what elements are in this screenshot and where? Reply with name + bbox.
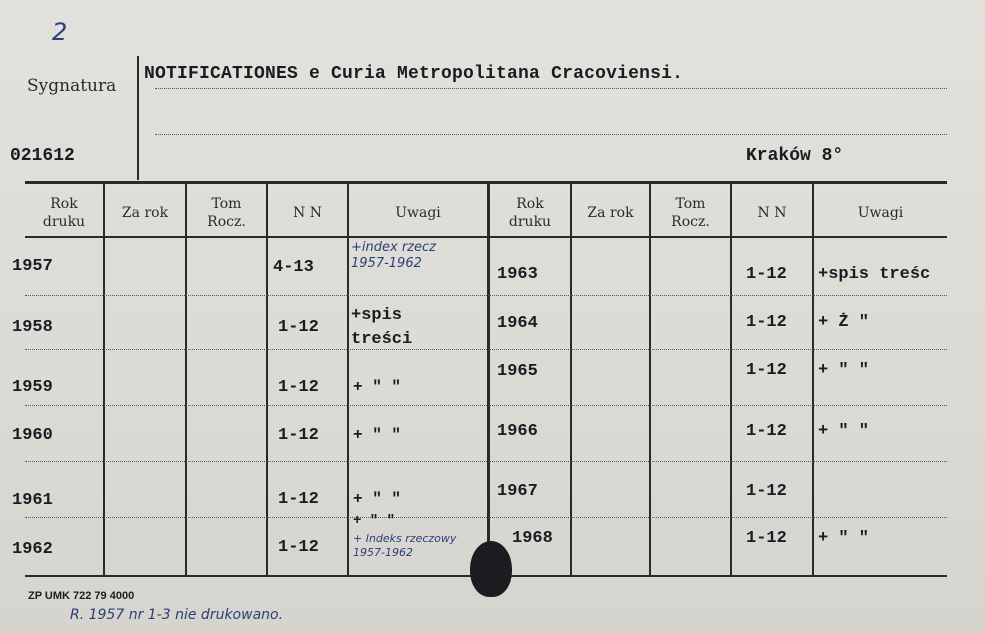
row-note: +index rzecz 1957-1962 xyxy=(351,240,436,271)
title-dotted-line-2 xyxy=(155,134,947,135)
punch-hole xyxy=(470,541,512,597)
row-nn: 1-12 xyxy=(746,422,787,441)
header-bottom-rule xyxy=(25,236,947,238)
row-note: +spis treści xyxy=(351,306,413,349)
page-mark: 2 xyxy=(52,18,68,46)
row-year: 1964 xyxy=(497,314,538,333)
row-nn: 1-12 xyxy=(278,378,319,397)
row-nn: 1-12 xyxy=(278,490,319,509)
row-separator xyxy=(25,405,947,406)
row-separator xyxy=(25,295,947,296)
row-year: 1958 xyxy=(12,318,53,337)
col-header-notes: Uwagi xyxy=(857,205,904,221)
row-note: + " " xyxy=(353,426,402,444)
row-note: + " " xyxy=(818,361,870,380)
col-header-for-year: Za rok xyxy=(587,205,634,221)
col-header-notes: Uwagi xyxy=(395,205,441,221)
col-header-year: Rok druku xyxy=(42,196,86,230)
row-year: 1965 xyxy=(497,362,538,381)
row-note-handwritten: + Indeks rzeczowy 1957-1962 xyxy=(353,532,457,559)
row-nn: 1-12 xyxy=(278,426,319,445)
row-separator xyxy=(25,517,947,518)
record-title: NOTIFICATIONES e Curia Metropolitana Cracoviensi. xyxy=(144,64,684,84)
row-year: 1959 xyxy=(12,378,53,397)
handwritten-footnote: R. 1957 nr 1-3 nie drukowano. xyxy=(70,607,284,623)
row-nn: 1-12 xyxy=(278,538,319,557)
col-header-year: Rok druku xyxy=(508,196,552,230)
row-note: + " " xyxy=(818,529,870,548)
signature-label: Sygnatura xyxy=(27,76,117,96)
row-year: 1957 xyxy=(12,257,53,276)
row-nn: 1-12 xyxy=(746,313,787,332)
col-header-volume: Tom Rocz. xyxy=(207,196,246,230)
place-format: Kraków 8° xyxy=(746,146,844,166)
row-separator xyxy=(25,461,947,462)
row-year: 1960 xyxy=(12,426,53,445)
row-year: 1963 xyxy=(497,265,538,284)
row-note: + " " xyxy=(353,513,396,529)
row-nn: 1-12 xyxy=(278,318,319,337)
print-code: ZP UMK 722 79 4000 xyxy=(28,590,135,602)
col-header-for-year: Za rok xyxy=(121,205,169,221)
header-divider xyxy=(137,56,139,180)
row-nn: 1-12 xyxy=(746,265,787,284)
row-note: + " " xyxy=(353,378,402,396)
catalog-number: 021612 xyxy=(10,146,75,166)
row-nn: 1-12 xyxy=(746,361,787,380)
row-nn: 1-12 xyxy=(746,529,787,548)
row-year: 1961 xyxy=(12,491,53,510)
row-note: +spis treśc xyxy=(818,265,931,284)
row-separator xyxy=(25,349,947,350)
title-dotted-line xyxy=(155,88,947,89)
row-note: + " " xyxy=(818,422,870,441)
row-note: + Ż " xyxy=(818,313,870,332)
row-year: 1968 xyxy=(512,529,553,548)
row-note: + " " xyxy=(353,490,402,508)
col-header-volume: Tom Rocz. xyxy=(671,196,710,230)
row-year: 1966 xyxy=(497,422,538,441)
row-nn: 4-13 xyxy=(273,258,314,277)
table-top-rule xyxy=(25,181,947,184)
col-header-nn: N N xyxy=(757,205,787,221)
col-header-nn: N N xyxy=(293,205,322,221)
row-nn: 1-12 xyxy=(746,482,787,501)
row-year: 1962 xyxy=(12,540,53,559)
row-year: 1967 xyxy=(497,482,538,501)
